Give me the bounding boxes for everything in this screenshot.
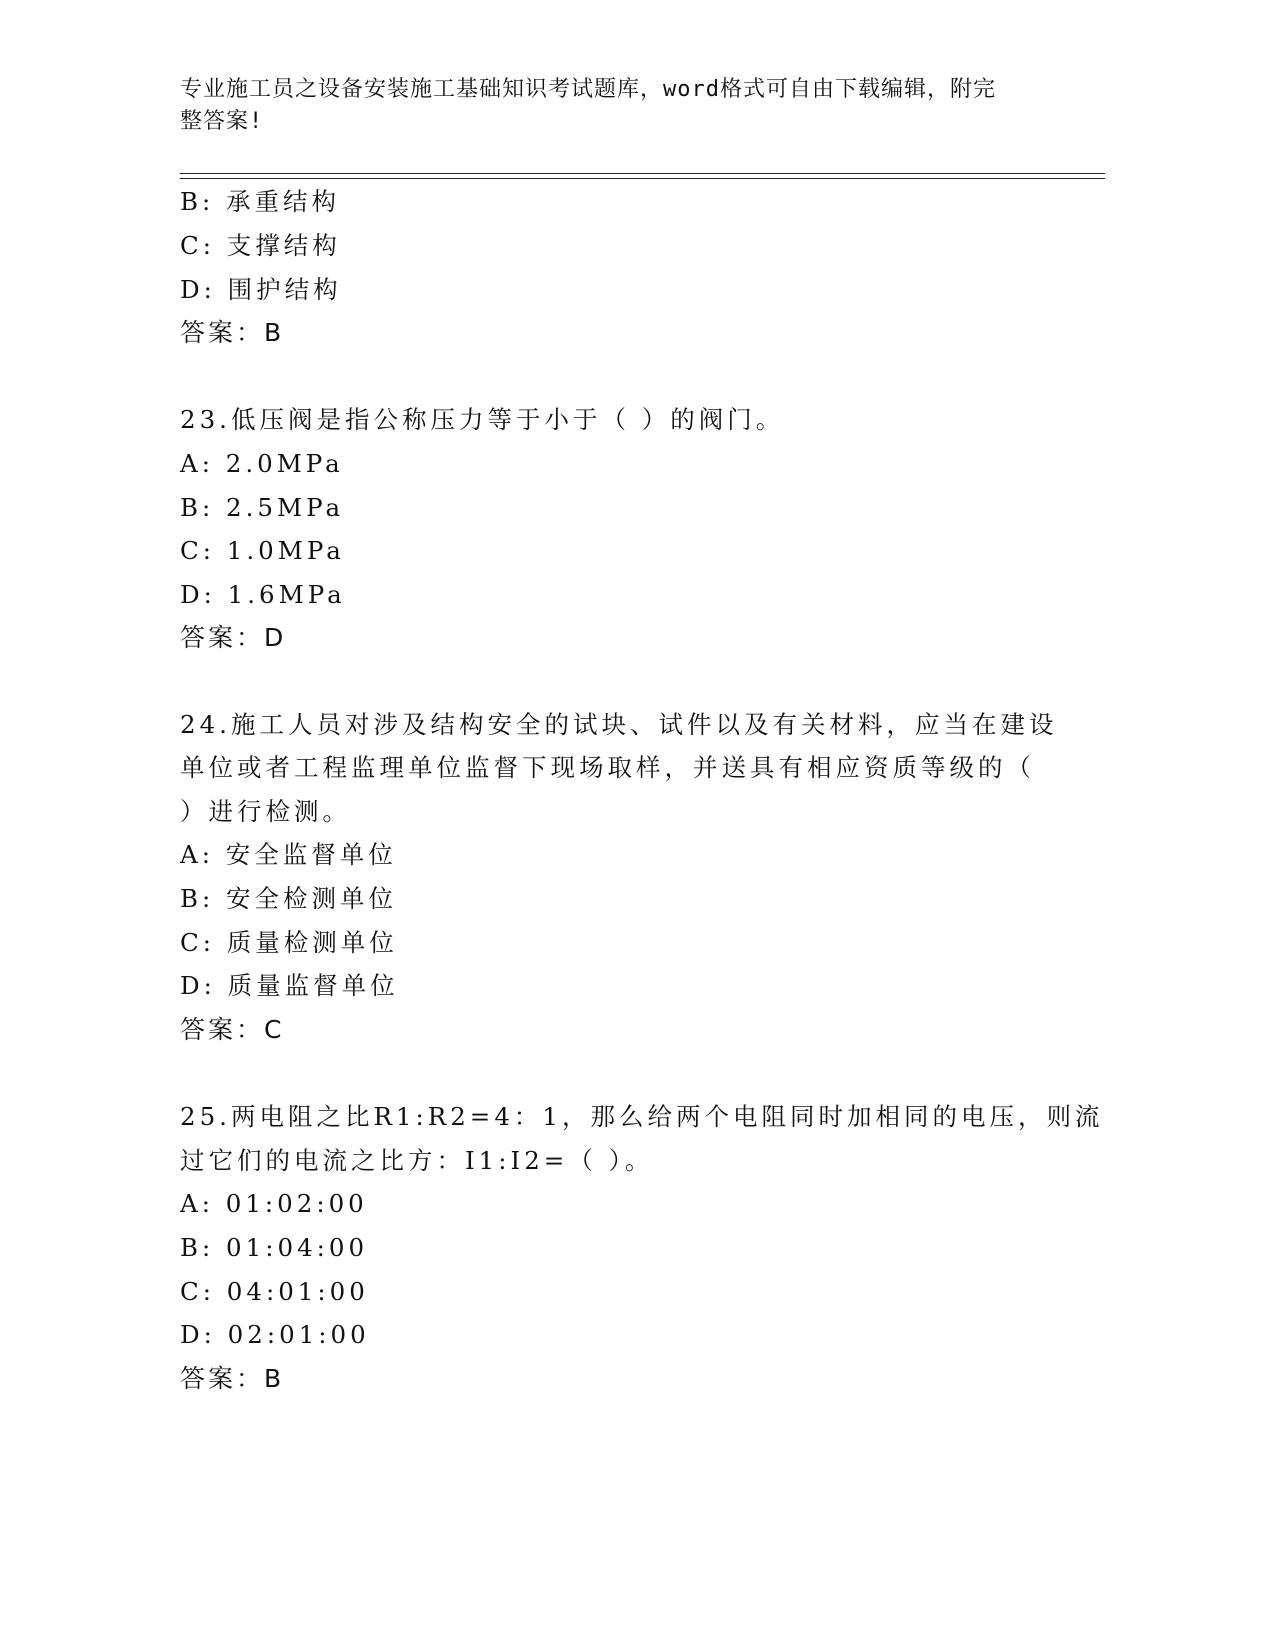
q24-stem-line-2: 单位或者工程监理单位监督下现场取样，并送具有相应资质等级的（ [180,753,1035,782]
header-divider-top [180,173,1105,174]
q24-option-b: B: 安全检测单位 [180,884,398,913]
q24-option-d: D: 质量监督单位 [180,971,399,1000]
q25-answer: 答案：B [180,1364,285,1393]
q24-answer: 答案：C [180,1015,285,1044]
q25-option-c: C: 04:01:00 [180,1277,369,1306]
q22-option-d: D: 围护结构 [180,275,342,304]
q23-option-d: D: 1.6MPa [180,580,346,609]
header-line-1: 专业施工员之设备安装施工基础知识考试题库，word格式可自由下载编辑，附完 [180,77,996,102]
q24-option-c: C: 质量检测单位 [180,928,398,957]
q23-option-c: C: 1.0MPa [180,536,345,565]
q23-stem: 23.低压阀是指公称压力等于小于（ ）的阀门。 [180,405,785,434]
q25-option-b: B: 01:04:00 [180,1233,369,1262]
q25-stem-line-2: 过它们的电流之比方：I1:I2=（ ）。 [180,1146,654,1175]
document-header [180,74,1080,138]
q23-option-b: B: 2.5MPa [180,493,345,522]
q25-stem-line-1: 25.两电阻之比R1:R2=4：1，那么给两个电阻同时加相同的电压，则流 [180,1102,1104,1131]
q24-stem-line-1: 24.施工人员对涉及结构安全的试块、试件以及有关材料，应当在建设 [180,710,1058,739]
q22-answer: 答案：B [180,318,285,347]
q22-option-c: C: 支撑结构 [180,231,341,260]
q23-option-a: A: 2.0MPa [180,449,344,478]
q25-option-a: A: 01:02:00 [180,1189,368,1218]
q25-option-d: D: 02:01:00 [180,1320,370,1349]
header-divider-bottom [180,178,1105,179]
q24-stem-line-3: ）进行检测。 [180,797,351,826]
q24-option-a: A: 安全监督单位 [180,840,397,869]
q22-option-b: B: 承重结构 [180,187,341,216]
header-line-2: 整答案! [180,109,264,134]
q23-answer: 答案：D [180,623,287,652]
